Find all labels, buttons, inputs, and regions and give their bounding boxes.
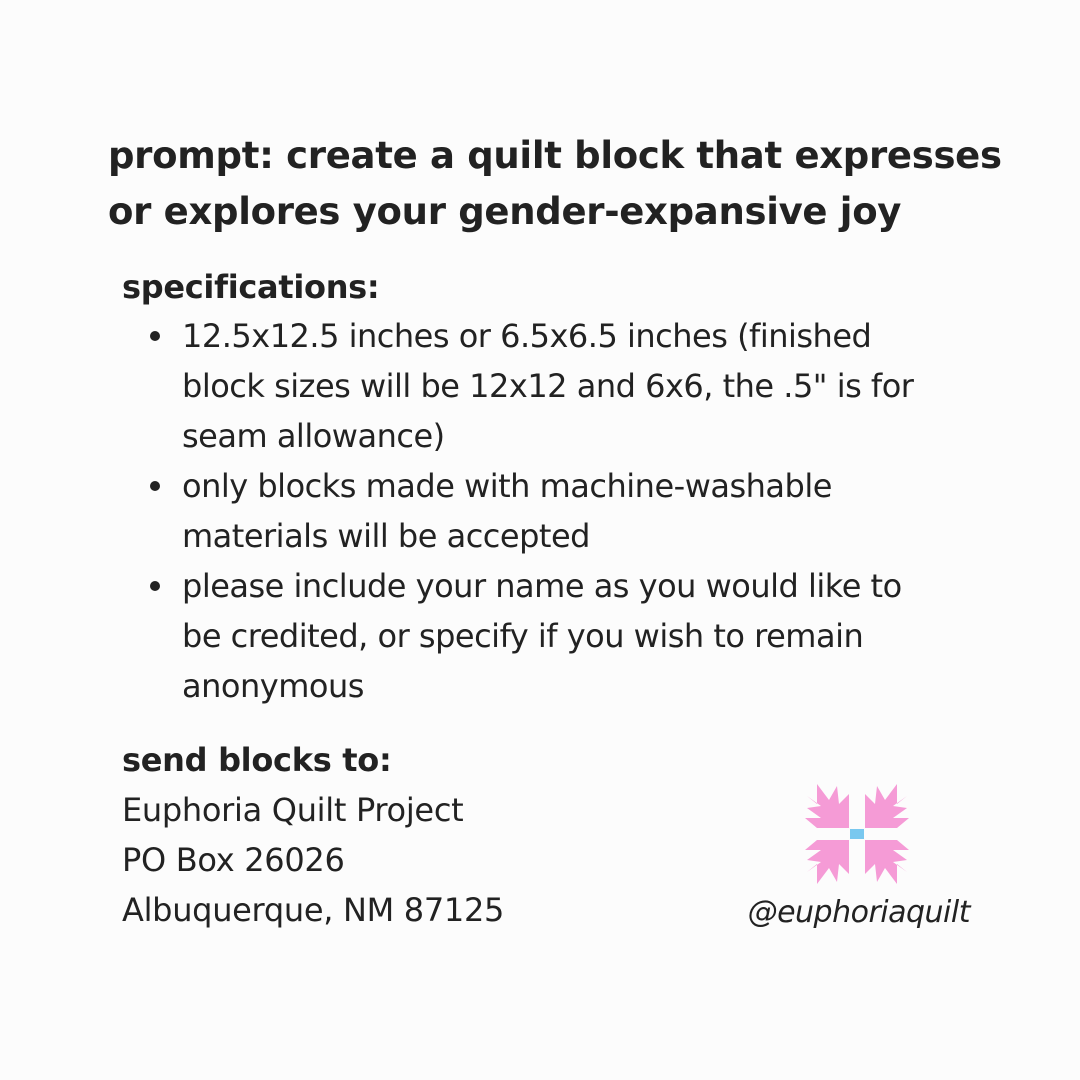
logo-petal-bottom-right [865,840,909,884]
prompt-line-1: prompt: create a quilt block that expresses [108,134,1002,177]
spec-line: 12.5x12.5 inches or 6.5x6.5 inches (finished [182,317,872,355]
specifications-heading: specifications: [122,268,380,306]
pink-quilt-block-flower-icon [803,782,911,886]
spec-line: block sizes will be 12x12 and 6x6, the .5" is for [182,367,914,405]
spec-line: be credited, or specify if you wish to remain [182,617,864,655]
spec-line: materials will be accepted [182,517,590,555]
list-item [122,461,962,561]
list-item [122,561,962,711]
spec-line: only blocks made with machine-washable [182,467,832,505]
logo-center-square [850,829,864,839]
logo-petal-bottom-left [805,840,849,884]
address-line: Albuquerque, NM 87125 [122,891,505,929]
bullet-icon [150,331,160,341]
bullet-icon [150,481,160,491]
address-line: Euphoria Quilt Project [122,791,464,829]
mailing-address [122,785,504,935]
specifications-list [122,311,962,711]
logo-petal-top-left [805,784,849,828]
prompt-line-2: or explores your gender-expansive joy [108,190,902,233]
spec-line: anonymous [182,667,364,705]
spec-line: please include your name as you would like to [182,567,902,605]
spec-line: seam allowance) [182,417,445,455]
list-item [122,311,962,461]
bullet-icon [150,581,160,591]
address-line: PO Box 26026 [122,841,345,879]
send-blocks-heading: send blocks to: [122,741,392,779]
social-handle: @euphoriaquilt [747,895,970,930]
prompt-title [108,128,1008,240]
logo-petal-top-right [865,784,909,828]
